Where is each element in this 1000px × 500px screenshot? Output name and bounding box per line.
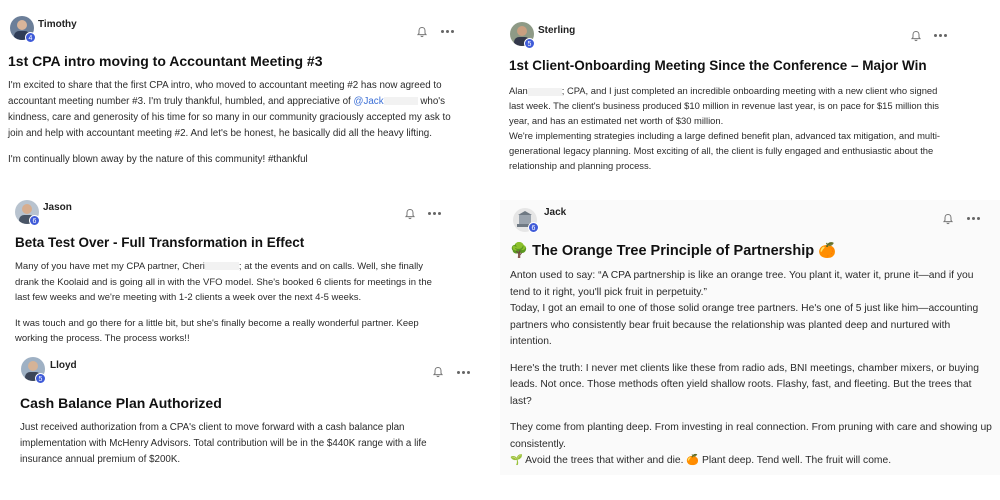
post-title[interactable]: 🌳 The Orange Tree Principle of Partnership 🍊 xyxy=(510,243,837,259)
author-name[interactable]: Lloyd xyxy=(50,360,77,371)
level-badge: 6 xyxy=(528,222,539,233)
redaction xyxy=(528,88,562,96)
post-body xyxy=(20,420,460,468)
more-options-icon[interactable] xyxy=(967,215,981,221)
body-paragraph: Just received authorization from a CPA's client to move forward with a cash balance plan implementation with McHenry Advisors. Total contribution will be in the $440K range with a life insurance annual premium of $200K. xyxy=(20,422,427,465)
level-badge: 4 xyxy=(25,32,36,43)
post-title[interactable]: Cash Balance Plan Authorized xyxy=(20,395,222,411)
author-name[interactable]: Sterling xyxy=(538,25,576,36)
body-text: Alan xyxy=(509,85,528,96)
post-card xyxy=(500,200,1000,475)
body-paragraph: Today, I got an email to one of those solid orange tree partners. He's one of 5 just like him—accounting partners who consistently bear fruit because the relationship was planted deep and nurtured with intention. xyxy=(510,303,979,347)
author-name[interactable]: Jason xyxy=(43,202,72,213)
post-body xyxy=(15,259,445,347)
more-options-icon[interactable] xyxy=(428,210,442,216)
bell-icon[interactable] xyxy=(942,213,954,225)
post-card xyxy=(500,0,1000,185)
body-paragraph: They come from planting deep. From investing in real connection. From pruning with care and showing up consistently. xyxy=(510,422,992,450)
redaction xyxy=(384,97,418,105)
body-paragraph: 🌱 Avoid the trees that wither and die. 🍊 Plant deep. Tend well. The fruit will come. xyxy=(510,455,892,466)
post-card xyxy=(0,0,470,175)
body-paragraph: Anton used to say: “A CPA partnership is like an orange tree. You plant it, water it, prune it—and if you tend to it right, you'll pick fruit in perpetuity.” xyxy=(510,270,974,298)
redaction xyxy=(205,262,239,270)
level-badge: 6 xyxy=(29,215,40,226)
bell-icon[interactable] xyxy=(910,30,922,42)
more-options-icon[interactable] xyxy=(934,32,948,38)
post-title[interactable]: Beta Test Over - Full Transformation in Effect xyxy=(15,235,305,250)
bell-icon[interactable] xyxy=(416,26,428,38)
post-title[interactable]: 1st Client-Onboarding Meeting Since the Conference – Major Win xyxy=(509,58,927,73)
body-text: I'm excited to share that the first CPA intro, who moved to accountant meeting #2 has now agreed to accountant meeting number #3. I'm truly thankful, humbled, and appreciative of xyxy=(8,80,442,107)
body-text: who's kindness, care and generosity of his time for so many in our community graciously accepted my ask to join and help with accountant meeting #2. And let's be honest, he basically did all the heavy lifting. xyxy=(8,96,451,139)
post-body xyxy=(509,83,949,173)
post-card xyxy=(0,350,490,475)
level-badge: 5 xyxy=(35,373,46,384)
body-text: ; at the events and on calls. Well, she finally drank the Koolaid and is going all in with the VFO model. She's booked 6 clients for meetings in the last few weeks and we're meeting with 1-2 clients a week over the next 4-5 weeks. xyxy=(15,261,432,303)
body-paragraph: We're implementing strategies including a large defined benefit plan, advanced tax mitigation, and multi-generational legacy planning. Most exciting of all, the client is fully engaged and enthusiastic about the relationship and planning process. xyxy=(509,130,941,171)
body-paragraph: Here's the truth: I never met clients like these from radio ads, BNI meetings, chamber mixers, or buying leads. Not once. Those methods often yield shallow roots. Flashy, fast, and fleeting. But the trees that last? xyxy=(510,362,979,407)
bell-icon[interactable] xyxy=(404,208,416,220)
post-card xyxy=(0,190,470,348)
body-paragraph: I'm continually blown away by the nature of this community! #thankful xyxy=(8,154,308,165)
post-body xyxy=(510,268,992,470)
level-badge: 5 xyxy=(524,38,535,49)
body-paragraph: It was touch and go there for a little bit, but she's finally become a really wonderful partner. Keep working the process. The process works!! xyxy=(15,317,419,344)
author-name[interactable]: Jack xyxy=(544,207,567,218)
more-options-icon[interactable] xyxy=(457,369,471,375)
author-name[interactable]: Timothy xyxy=(38,19,77,30)
bell-icon[interactable] xyxy=(432,366,444,378)
user-mention[interactable]: @Jack xyxy=(353,96,384,107)
post-body xyxy=(8,78,463,168)
post-title[interactable]: 1st CPA intro moving to Accountant Meeting #3 xyxy=(8,53,323,69)
body-text: Many of you have met my CPA partner, Cheri xyxy=(15,261,205,272)
more-options-icon[interactable] xyxy=(441,28,455,34)
body-text: ; CPA, and I just completed an incredible onboarding meeting with a new client who signed last week. The client's business produced $10 million in revenue last year, is on pace for $15 million this year, and has an estimated net worth of $30 million. xyxy=(509,85,939,126)
